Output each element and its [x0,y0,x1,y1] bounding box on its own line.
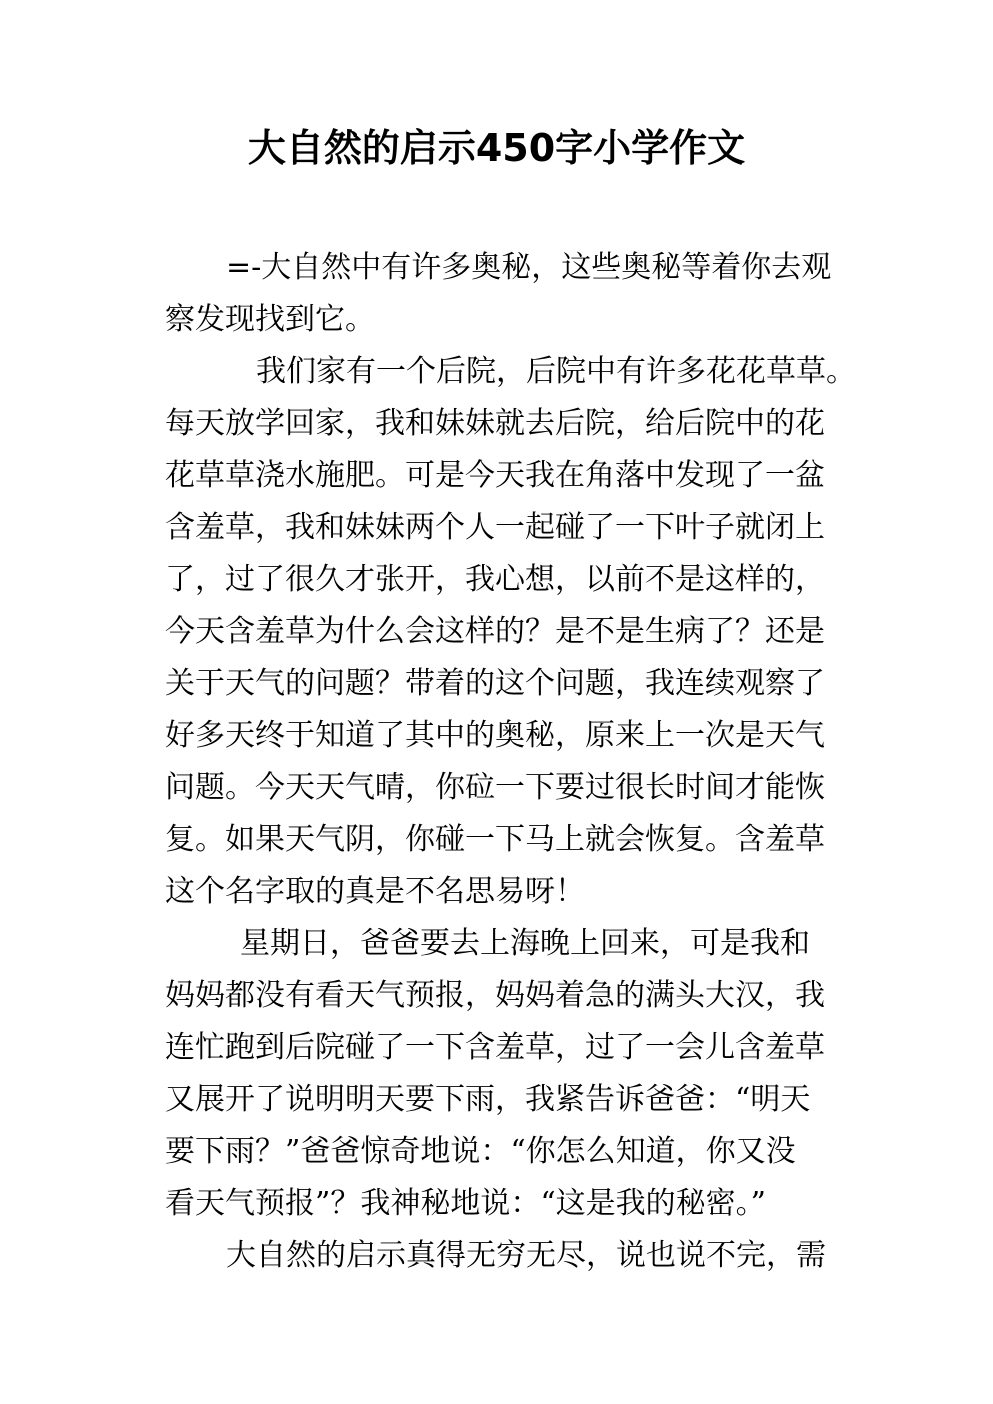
text-line: 又展开了说明明天要下雨，我紧告诉爸爸：“明天 [165,1082,811,1117]
text-line: 这个名字取的真是不名思易呀！ [165,874,585,909]
text-line: 今天含羞草为什么会这样的？是不是生病了？还是 [165,614,825,649]
text-line: 花草草浇水施肥。可是今天我在角落中发现了一盆 [165,458,825,493]
text-line: 问题。今天天气晴，你砬一下要过很长时间才能恢 [165,770,825,805]
text-line: 了，过了很久才张开，我心想，以前不是这样的， [165,562,825,597]
text-line: 含羞草，我和妹妹两个人一起碰了一下叶子就闭上 [165,510,825,545]
text-line: 每天放学回家，我和妹妹就去后院，给后院中的花 [165,406,825,441]
document-title: 大自然的启示450字小学作文 [247,126,746,170]
text-line: 关于天气的问题？带着的这个问题，我连续观察了 [165,666,825,701]
text-line: =-大自然中有许多奥秘，这些奥秘等着你去观 [226,250,832,285]
text-line: 连忙跑到后院碰了一下含羞草，过了一会儿含羞草 [165,1030,825,1065]
text-line: 好多天终于知道了其中的奥秘，原来上一次是天气 [165,718,825,753]
text-line: 复。如果天气阴，你碰一下马上就会恢复。含羞草 [165,822,825,857]
text-line: 星期日，爸爸要去上海晚上回来，可是我和 [240,926,810,961]
text-line: 察发现找到它。 [165,302,375,337]
text-line: 我们家有一个后院，后院中有许多花花草草。 [256,354,856,389]
text-line: 看天气预报”？我神秘地说：“这是我的秘密。” [165,1186,767,1221]
text-line: 大自然的启示真得无穷无尽，说也说不完，需 [226,1238,826,1273]
text-line: 妈妈都没有看天气预报，妈妈着急的满头大汉，我 [165,978,825,1013]
text-line: 要下雨？”爸爸惊奇地说：“你怎么知道，你又没 [165,1134,796,1169]
